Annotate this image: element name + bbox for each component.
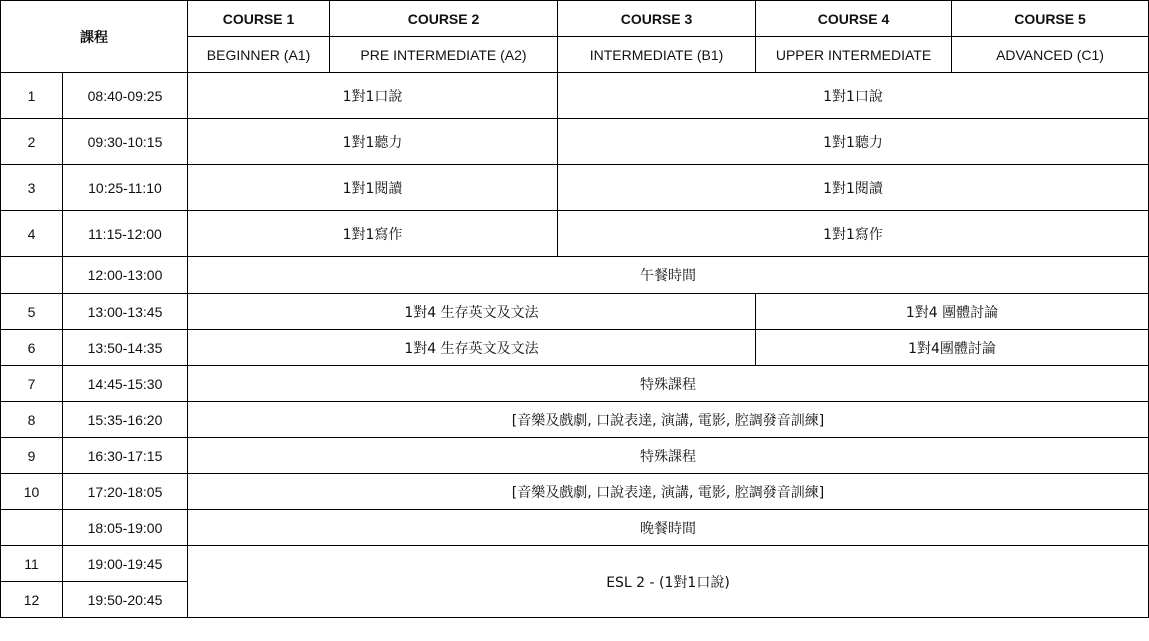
special-class-options: [音樂及戲劇, 口說表達, 演講, 電影, 腔調發音訓練] [188, 474, 1149, 510]
period-number: 4 [1, 211, 63, 257]
course-1-name: COURSE 1 [188, 1, 330, 37]
dinner-break: 晚餐時間 [188, 510, 1149, 546]
upper-level-class: 1對4團體討論 [756, 330, 1149, 366]
table-row [1, 402, 1149, 438]
lower-level-class: 1對1口說 [188, 73, 558, 119]
table-row-lunch [1, 257, 1149, 294]
period-time: 10:25-11:10 [63, 165, 188, 211]
period-time: 11:15-12:00 [63, 211, 188, 257]
course-2-level: PRE INTERMEDIATE (A2) [330, 37, 558, 73]
lunch-break: 午餐時間 [188, 257, 1149, 294]
period-time: 19:00-19:45 [63, 546, 188, 582]
lower-level-class: 1對1聽力 [188, 119, 558, 165]
period-time: 19:50-20:45 [63, 582, 188, 618]
course-5-name: COURSE 5 [952, 1, 1149, 37]
upper-level-class: 1對1寫作 [558, 211, 1149, 257]
period-number: 5 [1, 294, 63, 330]
period-number: 2 [1, 119, 63, 165]
table-row [1, 211, 1149, 257]
course-2-name: COURSE 2 [330, 1, 558, 37]
special-class: 特殊課程 [188, 366, 1149, 402]
period-number: 11 [1, 546, 63, 582]
course-3-name: COURSE 3 [558, 1, 756, 37]
period-number: 12 [1, 582, 63, 618]
period-time: 13:50-14:35 [63, 330, 188, 366]
page-title: 課程 [1, 1, 188, 73]
special-class-options: [音樂及戲劇, 口說表達, 演講, 電影, 腔調發音訓練] [188, 402, 1149, 438]
lower-level-class: 1對4 生存英文及文法 [188, 294, 756, 330]
table-row [1, 474, 1149, 510]
period-number: 6 [1, 330, 63, 366]
evening-esl-class: ESL 2 - (1對1口說) [188, 546, 1149, 618]
period-time: 17:20-18:05 [63, 474, 188, 510]
table-row [1, 438, 1149, 474]
period-time: 18:05-19:00 [63, 510, 188, 546]
table-row [1, 165, 1149, 211]
period-number: 10 [1, 474, 63, 510]
period-number: 3 [1, 165, 63, 211]
course-3-level: INTERMEDIATE (B1) [558, 37, 756, 73]
table-row [1, 294, 1149, 330]
table-row [1, 546, 1149, 582]
period-time: 08:40-09:25 [63, 73, 188, 119]
table-row-dinner [1, 510, 1149, 546]
lower-level-class: 1對4 生存英文及文法 [188, 330, 756, 366]
period-time: 14:45-15:30 [63, 366, 188, 402]
table-row [1, 73, 1149, 119]
period-number: 1 [1, 73, 63, 119]
table-row [1, 330, 1149, 366]
upper-level-class: 1對1聽力 [558, 119, 1149, 165]
header-row-course-names [1, 1, 1149, 37]
period-time: 13:00-13:45 [63, 294, 188, 330]
course-5-level: ADVANCED (C1) [952, 37, 1149, 73]
lower-level-class: 1對1閱讀 [188, 165, 558, 211]
period-number [1, 510, 63, 546]
period-number: 8 [1, 402, 63, 438]
period-time: 15:35-16:20 [63, 402, 188, 438]
upper-level-class: 1對1閱讀 [558, 165, 1149, 211]
period-time: 16:30-17:15 [63, 438, 188, 474]
course-4-level: UPPER INTERMEDIATE [756, 37, 952, 73]
period-number: 7 [1, 366, 63, 402]
lower-level-class: 1對1寫作 [188, 211, 558, 257]
period-number: 9 [1, 438, 63, 474]
period-number [1, 257, 63, 294]
upper-level-class: 1對1口說 [558, 73, 1149, 119]
course-1-level: BEGINNER (A1) [188, 37, 330, 73]
period-time: 09:30-10:15 [63, 119, 188, 165]
table-row [1, 119, 1149, 165]
upper-level-class: 1對4 團體討論 [756, 294, 1149, 330]
course-4-name: COURSE 4 [756, 1, 952, 37]
special-class: 特殊課程 [188, 438, 1149, 474]
period-time: 12:00-13:00 [63, 257, 188, 294]
table-row [1, 366, 1149, 402]
